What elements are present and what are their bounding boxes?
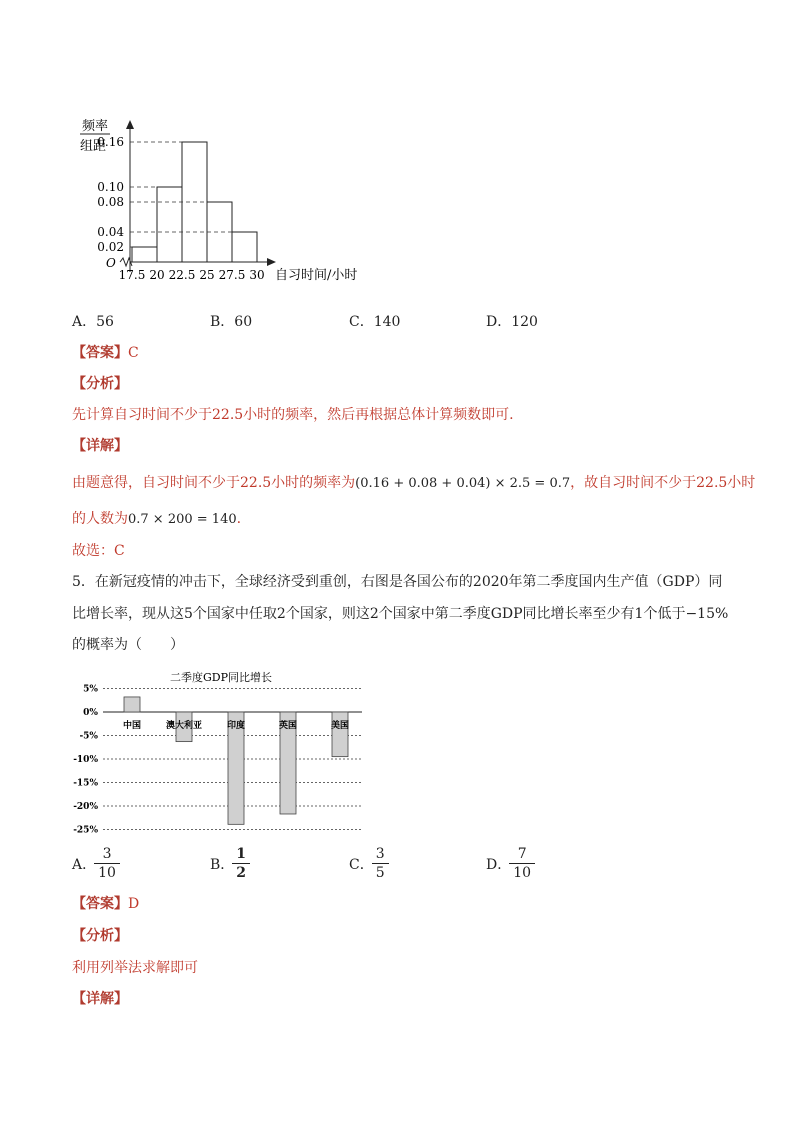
q5-option-fraction <box>96 846 118 881</box>
q4-choose: 故选：C <box>72 543 125 559</box>
hist-bar <box>132 247 157 262</box>
hist-x-tick: 27.5 <box>218 268 246 282</box>
q4-detail-line2: 的人数为0.7 × 200 = 140. <box>72 511 242 527</box>
hist-x-tick: 17.5 <box>118 268 146 282</box>
gdp-chart-title: 二季度GDP同比增长 <box>170 671 273 684</box>
q4-option: C．140 <box>349 314 401 330</box>
hist-bar <box>232 232 257 262</box>
fraction-numerator: 1 <box>236 846 247 862</box>
fraction-numerator: 7 <box>517 846 527 862</box>
gdp-y-tick: -5% <box>79 731 98 742</box>
hist-y-tick: 0.08 <box>97 195 124 209</box>
fraction-denominator: 10 <box>513 865 532 881</box>
q4-option-value: 56 <box>96 314 114 330</box>
histogram-chart <box>70 112 390 287</box>
q4-option: D．120 <box>486 314 538 330</box>
q5-option-letter: B． <box>210 856 235 873</box>
q5-stem-line3: 的概率为（ ） <box>72 637 184 653</box>
fraction-numerator: 3 <box>375 846 385 862</box>
q5-option-fraction <box>234 846 248 881</box>
hist-x-tick: 30 <box>249 268 265 282</box>
q4-option-value: 120 <box>511 314 538 330</box>
gdp-category-label: 印度 <box>226 721 246 731</box>
y-axis-arrow <box>126 120 134 129</box>
hist-y-tick: 0.16 <box>97 135 124 149</box>
hist-x-tick: 20 <box>149 268 165 282</box>
q5-detail-tag: 【详解】 <box>72 991 128 1007</box>
q5-option-letter: D． <box>486 856 512 873</box>
q4-option-value: 140 <box>373 314 401 330</box>
q5-option <box>349 846 387 881</box>
q5-stem-line1: 5．在新冠疫情的冲击下，全球经济受到重创，右图是各国公布的2020年第二季度国内生产值（GDP）同 <box>72 574 723 590</box>
q4-detail-line1: 由题意得，自习时间不少于22.5小时的频率为(0.16 + 0.08 + 0.04) × 2.5 = 0.7，故自习时间不少于22.5小时 <box>72 475 756 491</box>
q5-analysis-tag: 【分析】 <box>72 928 128 944</box>
q4-analysis-text: 先计算自习时间不少于22.5小时的频率，然后再根据总体计算频数即可. <box>72 407 514 423</box>
gdp-bar <box>332 712 348 757</box>
q5-option <box>486 846 533 881</box>
hist-y-tick: 0.04 <box>97 225 124 239</box>
fraction-bar <box>94 863 120 864</box>
q4-option: A．56 <box>72 314 114 330</box>
origin-label: O <box>106 256 116 270</box>
hist-x-tick: 25 <box>199 268 215 282</box>
x-axis-label: 自习时间/小时 <box>275 268 358 283</box>
y-label-bottom: 组距 <box>80 139 107 154</box>
gdp-y-tick: -15% <box>73 778 98 789</box>
fraction-denominator: 10 <box>98 865 116 881</box>
gdp-y-tick: 0% <box>83 708 98 718</box>
gdp-y-tick: -25% <box>73 825 98 836</box>
q5-answer: 【答案】D <box>72 896 140 912</box>
gdp-category-label: 中国 <box>122 721 142 731</box>
gdp-y-tick: -20% <box>73 802 98 812</box>
gdp-y-tick: 5% <box>83 684 98 695</box>
gdp-category-label: 澳大利亚 <box>165 721 203 731</box>
q5-option <box>210 846 248 881</box>
gdp-y-tick: -10% <box>73 755 98 765</box>
x-axis-arrow <box>267 258 276 266</box>
q5-stem-line2: 比增长率，现从这5个国家中任取2个国家，则这2个国家中第二季度GDP同比增长率至少有1个低于−15% <box>72 606 729 622</box>
fraction-bar <box>509 863 535 864</box>
gdp-bar <box>124 697 140 712</box>
q4-option: B．60 <box>210 314 253 330</box>
gdp-category-label: 英国 <box>278 721 298 731</box>
q5-analysis-text: 利用列举法求解即可 <box>72 960 198 976</box>
fraction-denominator: 5 <box>375 865 385 881</box>
q4-option-value: 60 <box>234 314 253 330</box>
q5-option-letter: C． <box>349 856 374 873</box>
q4-analysis-tag: 【分析】 <box>72 376 128 392</box>
fraction-bar <box>372 863 389 864</box>
q4-answer: 【答案】C <box>72 345 139 361</box>
fraction-denominator: 2 <box>236 865 247 881</box>
fraction-numerator: 3 <box>102 846 112 862</box>
q5-option-fraction <box>374 846 387 881</box>
q5-option-fraction <box>511 846 533 881</box>
hist-x-tick: 22.5 <box>168 268 196 282</box>
q5-option <box>72 846 118 881</box>
gdp-category-label: 美国 <box>330 721 350 731</box>
gdp-chart <box>70 665 370 840</box>
fraction-bar <box>232 863 250 864</box>
hist-y-tick: 0.02 <box>97 240 124 254</box>
hist-bar <box>157 187 182 262</box>
q5-option-letter: A． <box>72 856 97 873</box>
q4-detail-tag: 【详解】 <box>72 438 128 454</box>
y-label-top: 频率 <box>82 119 109 134</box>
hist-y-tick: 0.10 <box>97 180 124 194</box>
